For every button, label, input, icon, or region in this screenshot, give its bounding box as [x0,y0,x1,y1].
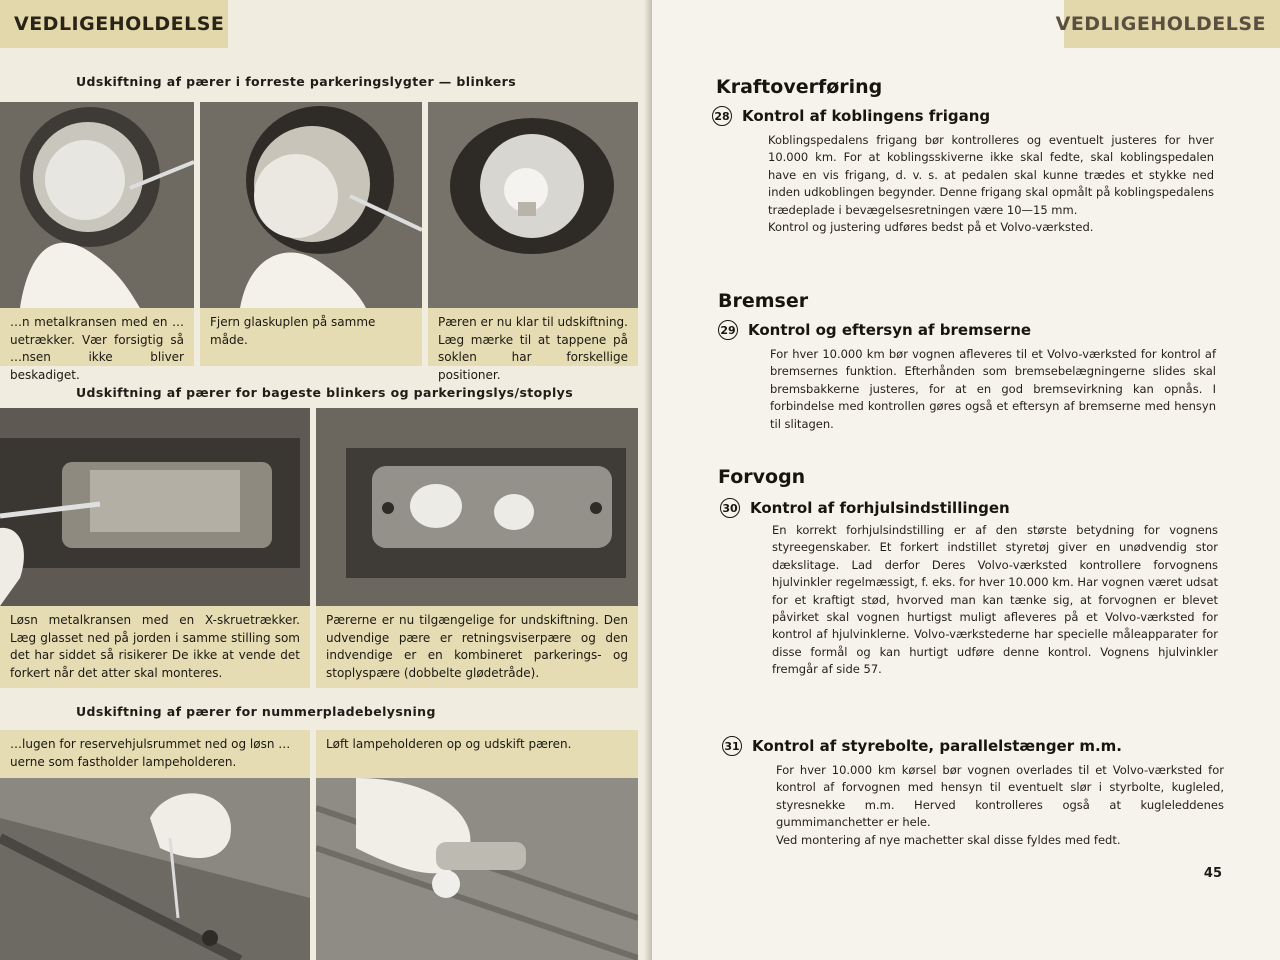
heading-bremser: Bremser [718,290,809,312]
body-31 [776,762,1224,849]
subheading-30 [720,498,1010,518]
body-29 [770,346,1216,433]
section2-title: Udskiftning af pærer for bageste blinkers og parkeringslys/stoplys [76,385,574,400]
photo-rear-lamp-screw [0,408,310,606]
subheading-29 [718,320,1031,340]
photo-front-lamp-glass [200,102,422,308]
number-badge-29: 29 [718,320,738,340]
caption-1-1: …n metalkransen med en …uetrækker. Vær forsigtig så …nsen ikke bliver beskadiget. [0,308,194,366]
number-badge-30: 30 [720,498,740,518]
section3-title: Udskiftning af pærer for nummerpladebelysning [76,704,436,719]
caption-1-2: Fjern glaskuplen på samme måde. [200,308,422,366]
left-header-tab: VEDLIGEHOLDELSE [0,0,228,48]
subheading-31-label: Kontrol af styrebolte, parallelstænger m.m. [752,737,1123,755]
section1-title: Udskiftning af pærer i forreste parkeringslygter — blinkers [76,74,517,89]
photo-plate-lamp-hatch [0,778,310,960]
body-28-p2: Kontrol og justering udføres bedst på et Volvo-værksted. [768,220,1094,235]
heading-forvogn: Forvogn [718,466,806,488]
right-header-tab: VEDLIGEHOLDELSE [1064,0,1280,48]
subheading-31 [722,736,1122,756]
caption-3-2: Løft lampeholderen op og udskift pæren. [316,730,638,778]
photo-front-lamp-ring [0,102,194,308]
body-31-p1: For hver 10.000 km kørsel bør vognen overlades til et Volvo-værksted for kontrol af forvognen med hensyn til eventuelt slør i styrbolte, kugleled, styresnekke m.m. Herved kontrolleres også at kugleleddenes gummimanchetter er hele. [776,763,1224,830]
body-29-p1: For hver 10.000 km bør vognen afleveres til et Volvo-værksted for kontrol af bremsernes funktion. Efterhånden som bremsebelægningerne slides skal bremsbakkerne justeres, for at en god bremsevirkning kan opnås. I forbindelse med kontrollen gøres også et eftersyn af bremserne med hensyn til slitagen. [770,347,1216,431]
body-30-p1: En korrekt forhjulsindstilling er af den største betydning for vognens styreegenskaber. Et forkert indstillet styretøj giver en unødvendig stor dækslitage. Lad derfor Deres Volvo-værksted kontrollere forvognens hjulvinkler regelmæssigt, f. eks. for hver 10.000 km. Har vognen været udsat for et kraftigt stød, hvorved man kan tænke sig, at forvognen er blevet påvirket skal vognen hurtigst muligt afleveres på et Volvo-værksted for kontrol af hjulvinklerne. Volvo-værkstederne har specielle måleapparater for disse formål og kan hurtigt udføre denne kontrol. Vognens hjulvinkler fremgår af side 57. [772,523,1218,677]
right-page [652,0,1280,960]
caption-3-1: …lugen for reservehjulsrummet ned og løsn …uerne som fastholder lampeholderen. [0,730,310,778]
page-number: 45 [1203,866,1222,881]
body-30 [772,522,1218,679]
number-badge-28: 28 [712,106,732,126]
body-28 [768,132,1214,236]
caption-2-1: Løsn metalkransen med en X-skruetrækker. Læg glasset ned på jorden i samme stilling som det har siddet så risikerer De ikke at vende det forkert når det atter skal monteres. [0,606,310,688]
body-31-p2: Ved montering af nye machetter skal disse fyldes med fedt. [776,832,1121,847]
number-badge-31: 31 [722,736,742,756]
subheading-30-label: Kontrol af forhjulsindstillingen [750,499,1010,517]
caption-2-2: Pærerne er nu tilgængelige for undskiftning. Den udvendige pære er retningsviserpære og den indvendige er en kombineret parkerings- og stoplyspære (dobbelte glødetråde). [316,606,638,688]
subheading-28-label: Kontrol af koblingens frigang [742,107,991,125]
subheading-28 [712,106,990,126]
photo-front-lamp-bulb [428,102,638,308]
heading-kraftoverforing: Kraftoverføring [716,76,883,98]
photo-plate-lamp-holder [316,778,638,960]
body-28-p1: Koblingspedalens frigang bør kontrolleres og eventuelt justeres for hver 10.000 km. For at koblingsskiverne ikke skal fedte, skal koblingspedalen have en vis frigang, d. v. s. at pedalen skal kunne trædes et stykke ned inden udkoblingen begynder. Denne frigang skal opmålt på koblingspedalens trædeplade i bevægelsesretningen være 10—15 mm. [768,133,1214,217]
subheading-29-label: Kontrol og eftersyn af bremserne [748,321,1032,339]
photo-rear-lamp-bulbs [316,408,638,606]
caption-1-3: Pæren er nu klar til udskiftning. Læg mærke til at tappene på soklen har forskellige positioner. [428,308,638,366]
